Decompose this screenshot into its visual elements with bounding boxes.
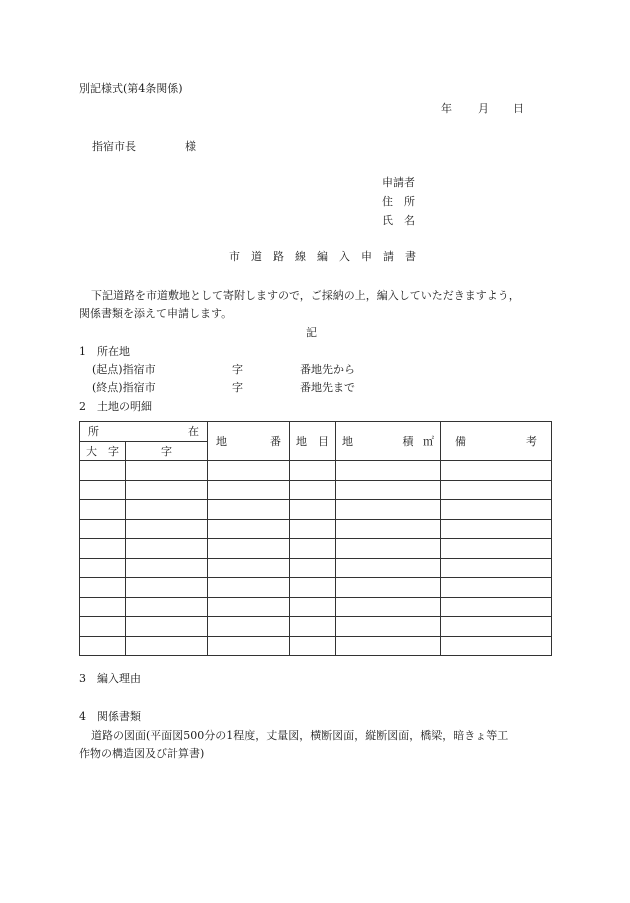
- table-cell: [80, 519, 126, 539]
- applicant-name: 氏 名: [382, 214, 415, 227]
- header-aza: 字: [126, 441, 208, 461]
- table-cell: [336, 578, 441, 598]
- table-cell: [208, 461, 290, 481]
- table-cell: [336, 461, 441, 481]
- table-row: [80, 539, 552, 559]
- table-cell: [336, 519, 441, 539]
- date-day: 日: [513, 102, 524, 115]
- end-suffix: 番地先まで: [300, 381, 355, 394]
- table-cell: [290, 480, 336, 500]
- table-cell: [290, 539, 336, 559]
- table-cell: [126, 500, 208, 520]
- table-cell: [441, 519, 552, 539]
- header-location: [80, 422, 208, 442]
- table-cell: [208, 480, 290, 500]
- table-cell: [441, 539, 552, 559]
- table-cell: [290, 597, 336, 617]
- table-cell: [80, 480, 126, 500]
- start-suffix: 番地先から: [300, 363, 355, 376]
- end-aza: 字: [232, 381, 243, 394]
- body-text-line1: 下記道路を市道敷地として寄附しますので，ご採納の上，編入していただきますよう，: [91, 289, 520, 302]
- table-cell: [126, 461, 208, 481]
- table-cell: [441, 636, 552, 656]
- table-cell: [208, 539, 290, 559]
- table-cell: [441, 500, 552, 520]
- table-cell: [126, 539, 208, 559]
- document-title: 市道路線編入申請書: [229, 250, 427, 263]
- header-chiban-b: 番: [270, 435, 281, 448]
- header-chiban: [208, 422, 290, 461]
- table-cell: [290, 519, 336, 539]
- table-cell: [290, 636, 336, 656]
- end-label: (終点)指宿市: [92, 381, 156, 394]
- table-cell: [336, 539, 441, 559]
- table-cell: [80, 578, 126, 598]
- header-location-b: 在: [188, 425, 199, 439]
- table-cell: [336, 480, 441, 500]
- table-row: [80, 636, 552, 656]
- header-chiban-a: 地: [216, 435, 227, 448]
- table-cell: [126, 558, 208, 578]
- table-cell: [126, 617, 208, 637]
- header-remarks: [441, 422, 552, 461]
- table-cell: [441, 617, 552, 637]
- table-cell: [126, 636, 208, 656]
- ki-heading: 記: [306, 326, 317, 339]
- header-area-b: 積: [402, 435, 414, 448]
- table-cell: [80, 539, 126, 559]
- section4-line1: 道路の図面(平面図500分の1程度，丈量図，横断図面，縦断図面，橋梁，暗きょ等工: [91, 729, 509, 742]
- table-row: [80, 558, 552, 578]
- table-cell: [126, 597, 208, 617]
- table-cell: [336, 597, 441, 617]
- table-cell: [336, 500, 441, 520]
- table-cell: [126, 480, 208, 500]
- table-cell: [441, 558, 552, 578]
- table-cell: [208, 617, 290, 637]
- table-row: [80, 578, 552, 598]
- table-cell: [208, 500, 290, 520]
- table-cell: [80, 597, 126, 617]
- table-cell: [336, 636, 441, 656]
- table-cell: [441, 480, 552, 500]
- applicant-address: 住 所: [382, 195, 415, 208]
- table-cell: [126, 578, 208, 598]
- table-cell: [80, 558, 126, 578]
- start-label: (起点)指宿市: [92, 363, 156, 376]
- section4-line2: 作物の構造図及び計算書): [79, 747, 205, 760]
- table-cell: [290, 578, 336, 598]
- table-cell: [290, 558, 336, 578]
- table-cell: [126, 519, 208, 539]
- table-body: [80, 461, 552, 656]
- table-row: [80, 461, 552, 481]
- section1-heading: 1 所在地: [79, 345, 130, 358]
- table-cell: [80, 617, 126, 637]
- table-cell: [208, 558, 290, 578]
- section2-heading: 2 土地の明細: [79, 400, 152, 413]
- table-cell: [208, 597, 290, 617]
- table-row: [80, 519, 552, 539]
- date-month: 月: [478, 102, 489, 115]
- table-cell: [290, 461, 336, 481]
- table-row: [80, 480, 552, 500]
- applicant-title: 申請者: [382, 176, 415, 189]
- table-row: [80, 597, 552, 617]
- land-detail-table: [79, 421, 552, 656]
- addressee-honorific: 様: [185, 140, 196, 153]
- table-cell: [441, 597, 552, 617]
- table-cell: [208, 636, 290, 656]
- table-cell: [290, 500, 336, 520]
- table-cell: [336, 558, 441, 578]
- table-cell: [290, 617, 336, 637]
- table-cell: [80, 461, 126, 481]
- header-area-unit: ㎡: [423, 435, 434, 448]
- table-row: [80, 617, 552, 637]
- table-cell: [80, 636, 126, 656]
- table-cell: [80, 500, 126, 520]
- header-chimoku: 地 目: [290, 422, 336, 461]
- body-text-line2: 関係書類を添えて申請します。: [79, 307, 233, 320]
- date-year: 年: [441, 102, 452, 115]
- table-cell: [336, 617, 441, 637]
- table-header-row-1: [80, 422, 552, 442]
- header-area-a: 地: [342, 435, 353, 448]
- table-cell: [208, 578, 290, 598]
- header-location-a: 所: [88, 425, 99, 439]
- table-cell: [441, 461, 552, 481]
- table-cell: [208, 519, 290, 539]
- section4-heading: 4 関係書類: [79, 710, 141, 723]
- header-area: [336, 422, 441, 461]
- table-cell: [441, 578, 552, 598]
- header-remarks-a: 備: [455, 435, 466, 448]
- section3-heading: 3 編入理由: [79, 672, 141, 685]
- table-row: [80, 500, 552, 520]
- addressee-name: 指宿市長: [92, 140, 136, 153]
- header-remarks-b: 考: [526, 435, 537, 448]
- start-aza: 字: [232, 363, 243, 376]
- form-label: 別記様式(第4条関係): [79, 82, 183, 95]
- header-oaza: 大 字: [80, 441, 126, 461]
